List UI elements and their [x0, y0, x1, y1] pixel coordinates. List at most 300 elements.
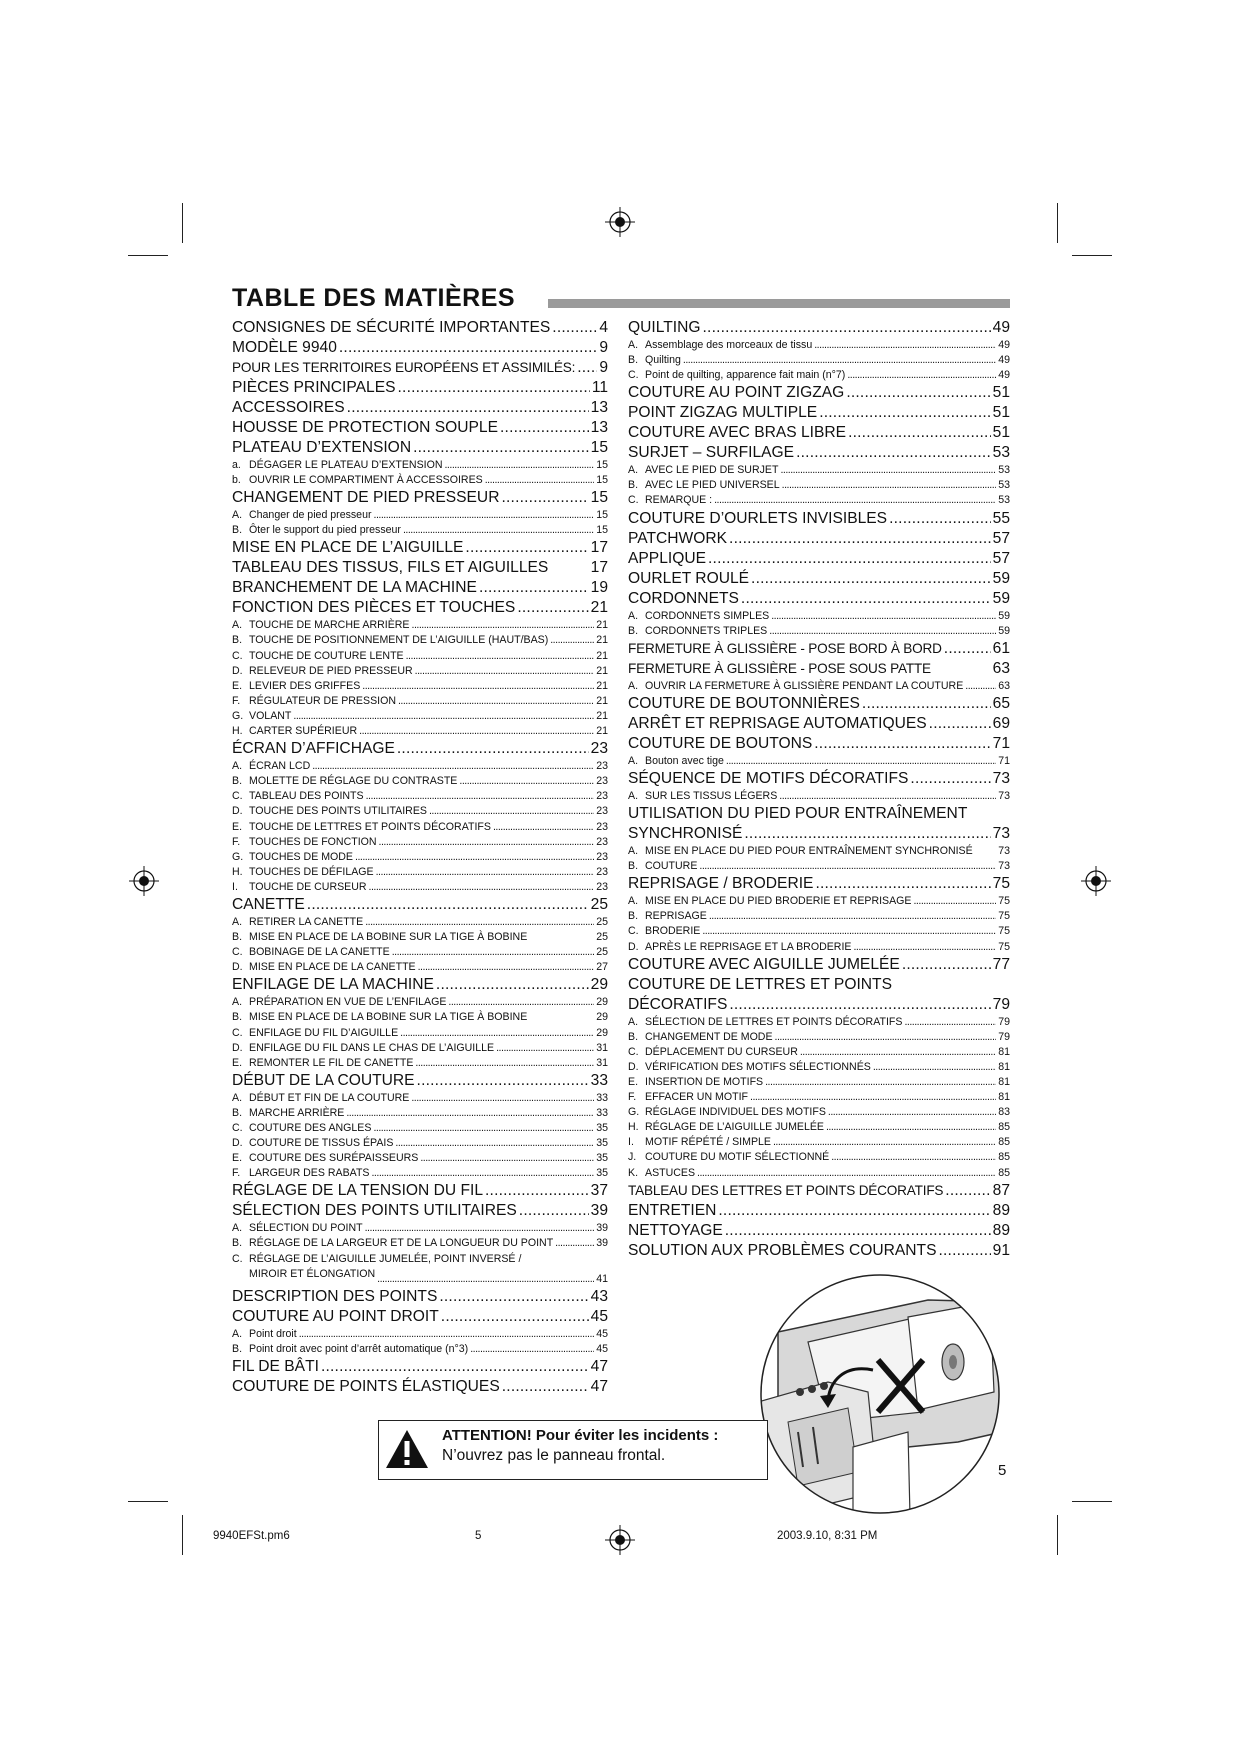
toc-subentry — [628, 1030, 1010, 1045]
toc-subentry — [232, 804, 608, 819]
toc-leader — [485, 473, 595, 488]
toc-entry-title: COUTURE AU POINT DROIT — [232, 1307, 439, 1325]
toc-page-number: 53 — [992, 444, 1010, 462]
toc-leader — [814, 734, 990, 754]
toc-subentry-letter: H. — [232, 865, 243, 878]
toc-entry-title: RÉGULATEUR DE PRESSION — [249, 694, 396, 707]
toc-entry-title: SÉLECTION DES POINTS UTILITAIRES — [232, 1202, 517, 1220]
toc-subentry — [232, 1121, 608, 1136]
toc-leader — [702, 924, 996, 939]
toc-entry — [628, 639, 1010, 659]
toc-leader — [750, 1090, 996, 1105]
toc-subentry — [232, 960, 608, 975]
toc-subentry-letter: A. — [232, 760, 243, 773]
toc-subentry — [628, 1120, 1010, 1135]
toc-subentry — [628, 1150, 1010, 1165]
toc-entry-title: COUTURE DE BOUTONS — [628, 734, 813, 752]
toc-leader — [945, 1181, 990, 1201]
toc-entry-title: COUTURE DE TISSUS ÉPAIS — [249, 1137, 394, 1150]
toc-leader — [782, 478, 997, 493]
toc-entry-title: REMONTER LE FIL DE CANETTE — [249, 1056, 414, 1069]
toc-leader — [904, 1015, 996, 1030]
toc-leader — [703, 318, 991, 338]
toc-entry-title: COUTURE DES SURÉPAISSEURS — [249, 1152, 419, 1165]
toc-entry-title: BRODERIE — [645, 925, 701, 938]
toc-subentry — [232, 618, 608, 633]
toc-leader — [744, 824, 990, 844]
toc-page-number: 15 — [590, 439, 608, 456]
toc-leader — [815, 874, 990, 894]
toc-page-number: 19 — [590, 579, 608, 597]
toc-subentry-letter: D. — [232, 1041, 243, 1054]
toc-leader — [929, 714, 991, 734]
toc-entry-title: RELEVEUR DE PIED PRESSEUR — [249, 664, 413, 677]
toc-subentry — [628, 924, 1010, 939]
toc-entry-title: ENFILAGE DU FIL DANS LE CHAS DE L’AIGUILLE — [249, 1041, 495, 1054]
toc-entry — [232, 538, 608, 558]
toc-page-number: 25 — [596, 915, 608, 928]
toc-subentry-letter — [232, 1267, 249, 1282]
toc-entry-title: Bouton avec tige — [645, 754, 724, 767]
toc-entry-title: APPLIQUE — [628, 549, 706, 567]
toc-leader — [550, 633, 594, 648]
toc-subentry-letter: C. — [628, 1045, 639, 1058]
toc-entry — [232, 1287, 608, 1307]
toc-page-number: 73 — [992, 825, 1010, 843]
toc-leader — [470, 1342, 594, 1357]
toc-page-number: 85 — [998, 1151, 1010, 1164]
toc-entry-title: SURJET – SURFILAGE — [628, 444, 795, 462]
toc-page-number: 75 — [998, 910, 1010, 923]
toc-leader — [377, 1272, 594, 1287]
toc-entry-title: COUTURE AVEC AIGUILLE JUMELÉE — [628, 955, 900, 973]
toc-entry-title: TABLEAU DES POINTS — [249, 790, 364, 803]
toc-subentry — [628, 1060, 1010, 1075]
toc-leader — [371, 1166, 594, 1181]
toc-entry-title: SÉLECTION DE LETTRES ET POINTS DÉCORATIFS — [645, 1015, 903, 1028]
toc-leader — [496, 1041, 594, 1056]
toc-subentry — [628, 844, 1010, 859]
toc-subentry — [232, 1026, 608, 1041]
toc-subentry-letter: A. — [628, 895, 639, 908]
toc-leader — [708, 549, 991, 569]
registration-mark-icon — [129, 866, 159, 896]
toc-entry-title: MOTIF RÉPÉTÉ / SIMPLE — [645, 1136, 771, 1149]
crop-mark — [1057, 203, 1058, 243]
toc-subentry — [232, 1221, 608, 1236]
toc-page-number: 15 — [596, 524, 608, 537]
toc-subentry — [232, 880, 608, 895]
toc-subentry-letter: D. — [232, 1137, 243, 1150]
toc-leader — [828, 1105, 996, 1120]
footer-page: 5 — [475, 1530, 482, 1542]
toc-page-number: 57 — [992, 529, 1010, 547]
toc-page-number: 33 — [590, 1071, 608, 1089]
toc-subentry — [232, 1041, 608, 1056]
toc-page-number: 47 — [590, 1378, 608, 1396]
toc-page-number: 79 — [998, 1015, 1010, 1028]
toc-entry-title: UTILISATION DU PIED POUR ENTRAÎNEMENT — [628, 805, 968, 823]
toc-leader — [420, 1151, 594, 1166]
toc-entry-title: COUTURE AVEC BRAS LIBRE — [628, 424, 847, 442]
toc-entry-title: MISE EN PLACE DU PIED BRODERIE ET REPRISAGE — [645, 895, 912, 908]
toc-page-number: 59 — [998, 609, 1010, 622]
toc-page-number: 85 — [998, 1136, 1010, 1149]
toc-page-number: 17 — [590, 559, 608, 577]
toc-entry — [232, 418, 608, 438]
toc-subentry — [232, 865, 608, 880]
toc-entry-title: RÉGLAGE DE LA LARGEUR ET DE LA LONGUEUR DU POINT — [249, 1237, 554, 1250]
toc-entry — [628, 734, 1010, 754]
toc-leader — [312, 759, 594, 774]
toc-subentry-letter: I. — [628, 1136, 634, 1149]
toc-entry-title: ENTRETIEN — [628, 1201, 717, 1219]
toc-subentry — [232, 1267, 608, 1287]
toc-entry-title: Assemblage des morceaux de tissu — [645, 339, 813, 351]
toc-page-number: 81 — [998, 1091, 1010, 1104]
toc-entry — [628, 509, 1010, 529]
toc-leader — [321, 1357, 589, 1377]
toc-subentry — [232, 1236, 608, 1251]
toc-subentry — [628, 789, 1010, 804]
toc-subentry — [232, 945, 608, 960]
toc-subentry-letter: C. — [232, 1122, 243, 1134]
toc-leader — [862, 694, 991, 714]
toc-entry-title: TOUCHE DE COUTURE LENTE — [249, 649, 404, 662]
toc-subentry-letter: B. — [232, 775, 243, 788]
toc-subentry — [628, 859, 1010, 874]
toc-entry-title: FERMETURE À GLISSIÈRE - POSE BORD À BORD — [628, 640, 942, 656]
toc-entry-title: ASTUCES — [645, 1166, 696, 1179]
toc-entry-title: AVEC LE PIED DE SURJET — [645, 464, 779, 477]
toc-entry-title: FONCTION DES PIÈCES ET TOUCHES — [232, 599, 516, 617]
toc-leader — [365, 915, 594, 930]
toc-entry-title: SUR LES TISSUS LÉGERS — [645, 789, 778, 802]
toc-entry-title: TOUCHE DE POSITIONNEMENT DE L’AIGUILLE (HAUT/BAS) — [249, 634, 549, 647]
toc-page-number: 4 — [599, 319, 608, 336]
footer-file: 9940EFSt.pm6 — [213, 1530, 290, 1542]
toc-entry-title: OUVRIR LE COMPARTIMENT À ACCESSOIRES — [249, 474, 483, 487]
toc-subentry-letter: B. — [628, 910, 639, 923]
toc-subentry — [628, 478, 1010, 493]
toc-page-number: 83 — [998, 1106, 1010, 1119]
toc-subentry-letter: G. — [232, 709, 244, 722]
toc-page-number: 73 — [998, 789, 1010, 802]
toc-page-number: 81 — [998, 1045, 1010, 1058]
toc-page-number: 53 — [998, 479, 1010, 492]
toc-leader — [819, 403, 990, 423]
toc-subentry — [232, 930, 608, 945]
toc-entry-title: TABLEAU DES TISSUS, FILS ET AIGUILLES — [232, 559, 549, 577]
toc-page-number: 31 — [596, 1041, 608, 1054]
toc-subentry-letter: C. — [232, 649, 243, 662]
toc-leader — [555, 1236, 594, 1251]
toc-entry-title: RETIRER LA CANETTE — [249, 915, 364, 928]
toc-leader — [769, 624, 996, 639]
toc-entry-title: MISE EN PLACE DU PIED POUR ENTRAÎNEMENT SYNCHRONISÉ — [645, 845, 973, 858]
toc-leader — [406, 649, 595, 664]
toc-subentry-letter: C. — [628, 925, 639, 938]
toc-leader — [831, 1150, 996, 1165]
toc-entry — [628, 995, 1010, 1015]
toc-leader — [814, 338, 996, 353]
toc-column-right — [628, 318, 1010, 1261]
crop-mark — [1072, 255, 1112, 256]
toc-leader — [765, 1075, 996, 1090]
toc-subentry — [232, 1151, 608, 1166]
toc-subentry — [628, 493, 1010, 508]
toc-subentry — [232, 709, 608, 724]
toc-subentry — [628, 463, 1010, 478]
toc-leader — [848, 423, 991, 443]
toc-leader — [552, 318, 597, 338]
toc-page-number: 71 — [992, 734, 1010, 752]
toc-page-number: 73 — [998, 860, 1010, 873]
toc-leader — [415, 1056, 594, 1071]
toc-subentry — [232, 759, 608, 774]
toc-leader — [779, 789, 996, 804]
toc-subentry — [628, 1105, 1010, 1120]
toc-leader — [379, 835, 595, 850]
toc-leader — [771, 609, 996, 624]
toc-subentry-letter: A. — [232, 1327, 243, 1340]
toc-page-number: 17 — [590, 539, 608, 557]
toc-leader — [362, 679, 594, 694]
toc-page-number: 31 — [596, 1056, 608, 1069]
toc-subentry — [232, 1327, 608, 1342]
toc-page-number: 73 — [992, 769, 1010, 787]
toc-leader — [773, 1135, 996, 1150]
toc-page-number: 51 — [992, 404, 1010, 422]
toc-leader — [577, 358, 597, 378]
toc-leader — [395, 1136, 594, 1151]
toc-leader — [429, 804, 594, 819]
toc-subentry — [232, 1106, 608, 1121]
toc-leader — [853, 940, 996, 955]
toc-subentry — [232, 850, 608, 865]
toc-entry — [628, 1241, 1010, 1261]
toc-entry — [628, 694, 1010, 714]
toc-entry — [628, 1221, 1010, 1241]
toc-leader — [403, 523, 594, 538]
toc-entry — [232, 1377, 608, 1397]
toc-subentry-letter: A. — [232, 509, 243, 522]
toc-entry — [628, 769, 1010, 789]
toc-subentry-letter: A. — [232, 1091, 243, 1104]
toc-subentry-letter: J. — [628, 1151, 637, 1164]
toc-entry — [232, 398, 608, 418]
toc-leader — [697, 1166, 996, 1181]
toc-entry-title: APRÈS LE REPRISAGE ET LA BRODERIE — [645, 940, 852, 953]
toc-subentry-letter: E. — [628, 1075, 639, 1088]
toc-page-number: 23 — [596, 760, 608, 773]
toc-leader — [751, 569, 991, 589]
toc-page-number: 25 — [596, 946, 608, 959]
registration-mark-icon — [1081, 866, 1111, 896]
crop-mark — [128, 1501, 168, 1502]
toc-entry — [628, 824, 1010, 844]
toc-subentry-letter: D. — [628, 940, 639, 953]
toc-page-number: 75 — [992, 875, 1010, 893]
toc-subentry — [628, 609, 1010, 624]
toc-subentry — [232, 724, 608, 739]
toc-subentry-letter: A. — [628, 339, 639, 351]
toc-entry — [628, 714, 1010, 734]
toc-entry — [232, 598, 608, 618]
toc-entry-title: COUTURE D’OURLETS INVISIBLES — [628, 509, 888, 527]
toc-leader — [366, 789, 595, 804]
toc-subentry-letter: F. — [628, 1091, 637, 1104]
toc-entry-title: PLATEAU D’EXTENSION — [232, 439, 412, 456]
toc-subentry — [628, 679, 1010, 694]
toc-page-number: 25 — [596, 931, 608, 944]
toc-leader — [413, 438, 589, 458]
toc-subentry-letter: B. — [628, 860, 639, 873]
toc-leader — [729, 529, 991, 549]
toc-leader — [347, 398, 589, 418]
toc-entry-title: CONSIGNES DE SÉCURITÉ IMPORTANTES — [232, 319, 551, 336]
toc-subentry-letter: B. — [628, 1030, 639, 1043]
toc-entry-title: CHANGEMENT DE MODE — [645, 1030, 773, 1043]
toc-subentry-letter: D. — [232, 961, 243, 974]
toc-page-number: 61 — [992, 639, 1010, 657]
toc-entry — [232, 558, 608, 578]
toc-leader — [699, 859, 996, 874]
toc-entry-title: MISE EN PLACE DE LA CANETTE — [249, 961, 416, 974]
toc-subentry — [232, 835, 608, 850]
toc-page-number: 23 — [596, 835, 608, 848]
toc-page-number: 11 — [591, 379, 608, 396]
toc-page-number: 59 — [998, 624, 1010, 637]
toc-entry-title: Ôter le support du pied presseur — [249, 524, 401, 537]
toc-page-number: 65 — [992, 694, 1010, 712]
toc-entry-title: SÉLECTION DU POINT — [249, 1222, 363, 1235]
toc-subentry — [628, 1075, 1010, 1090]
toc-page-number: 55 — [992, 509, 1010, 527]
toc-entry — [232, 318, 608, 338]
toc-subentry — [628, 1090, 1010, 1105]
toc-subentry-letter: C. — [232, 790, 243, 803]
toc-entry-title: ACCESSOIRES — [232, 399, 345, 416]
toc-subentry-letter: H. — [232, 725, 243, 738]
toc-subentry-letter: F. — [232, 1167, 241, 1180]
toc-subentry — [232, 473, 608, 488]
toc-page-number: 53 — [998, 464, 1010, 477]
toc-leader — [846, 383, 990, 403]
toc-entry-title: DESCRIPTION DES POINTS — [232, 1287, 438, 1305]
toc-page-number: 87 — [992, 1181, 1010, 1199]
toc-entry-title: CARTER SUPÉRIEUR — [249, 725, 358, 738]
toc-page-number: 63 — [998, 679, 1010, 692]
footer-timestamp: 2003.9.10, 8:31 PM — [777, 1530, 878, 1542]
toc-subentry-letter: B. — [232, 1237, 243, 1250]
toc-leader — [418, 960, 595, 975]
warning-heading: ATTENTION! Pour éviter les incidents : — [442, 1427, 719, 1444]
toc-page-number: 23 — [596, 865, 608, 878]
toc-leader — [374, 508, 595, 523]
toc-subentry-letter: E. — [232, 1152, 243, 1165]
toc-entry — [628, 318, 1010, 338]
toc-leader — [415, 664, 595, 679]
toc-page-number: 81 — [998, 1060, 1010, 1073]
toc-subentry-letter: C. — [232, 1252, 243, 1265]
toc-entry — [232, 975, 608, 995]
toc-entry — [232, 1201, 608, 1221]
toc-page-number: 49 — [992, 319, 1010, 336]
toc-subentry — [232, 649, 608, 664]
toc-entry — [232, 1071, 608, 1091]
toc-entry-title: TOUCHES DE MODE — [249, 850, 353, 863]
toc-leader — [889, 509, 991, 529]
toc-subentry-letter: B. — [232, 1106, 243, 1119]
toc-page-number: 33 — [596, 1091, 608, 1104]
toc-subentry-letter: I. — [232, 880, 238, 893]
toc-entry-title: MARCHE ARRIÈRE — [249, 1106, 345, 1119]
toc-leader — [444, 458, 594, 473]
toc-subentry — [628, 754, 1010, 769]
toc-subentry-letter: B. — [232, 931, 243, 944]
toc-page-number: 53 — [998, 494, 1010, 507]
toc-subentry-letter: A. — [628, 609, 639, 622]
toc-leader — [398, 378, 590, 398]
toc-page-number: 23 — [596, 820, 608, 833]
toc-leader — [293, 709, 594, 724]
toc-page-number: 21 — [596, 619, 608, 632]
toc-subentry — [232, 915, 608, 930]
toc-leader — [775, 1030, 997, 1045]
toc-leader — [800, 1045, 996, 1060]
toc-entry — [628, 529, 1010, 549]
toc-leader — [439, 1287, 588, 1307]
toc-leader — [913, 894, 996, 909]
toc-page-number: 51 — [992, 424, 1010, 442]
toc-leader — [299, 1327, 595, 1342]
toc-subentry-letter: E. — [232, 1056, 243, 1069]
toc-entry-title: INSERTION DE MOTIFS — [645, 1075, 764, 1088]
toc-leader — [725, 1221, 991, 1241]
toc-page-number: 35 — [596, 1167, 608, 1180]
toc-subentry — [232, 820, 608, 835]
toc-leader — [400, 1026, 594, 1041]
toc-page-number: 47 — [590, 1358, 608, 1376]
toc-leader — [398, 694, 594, 709]
warning-text: N’ouvrez pas le panneau frontal. — [442, 1447, 666, 1464]
toc-entry-title: COUTURE DES ANGLES — [249, 1122, 372, 1134]
toc-entry-title: TOUCHE DE LETTRES ET POINTS DÉCORATIFS — [249, 820, 491, 833]
toc-entry — [232, 739, 608, 759]
toc-entry-title: Point droit avec point d’arrêt automatique (n°3) — [249, 1342, 469, 1355]
toc-page-number: 89 — [992, 1221, 1010, 1239]
toc-entry — [628, 975, 1010, 995]
toc-page-number: 73 — [998, 845, 1010, 858]
toc-leader — [448, 995, 594, 1010]
toc-leader — [485, 1181, 589, 1201]
toc-leader — [417, 1071, 589, 1091]
toc-entry-title: LEVIER DES GRIFFES — [249, 679, 361, 692]
toc-leader — [359, 724, 594, 739]
toc-entry-title: POUR LES TERRITOIRES EUROPÉENS ET ASSIMILÉS: — [232, 360, 576, 375]
toc-leader — [459, 774, 594, 789]
toc-entry-title: COUTURE DE LETTRES ET POINTS — [628, 975, 892, 993]
toc-entry-title: CHANGEMENT DE PIED PRESSEUR — [232, 489, 500, 507]
toc-leader — [910, 769, 990, 789]
toc-leader — [441, 1307, 589, 1327]
page-title: TABLE DES MATIÈRES — [232, 284, 516, 312]
warning-box — [378, 1420, 768, 1480]
toc-page-number: 35 — [596, 1137, 608, 1150]
toc-entry-title: FIL DE BÂTI — [232, 1358, 319, 1376]
toc-entry-title: POINT ZIGZAG MULTIPLE — [628, 404, 818, 422]
